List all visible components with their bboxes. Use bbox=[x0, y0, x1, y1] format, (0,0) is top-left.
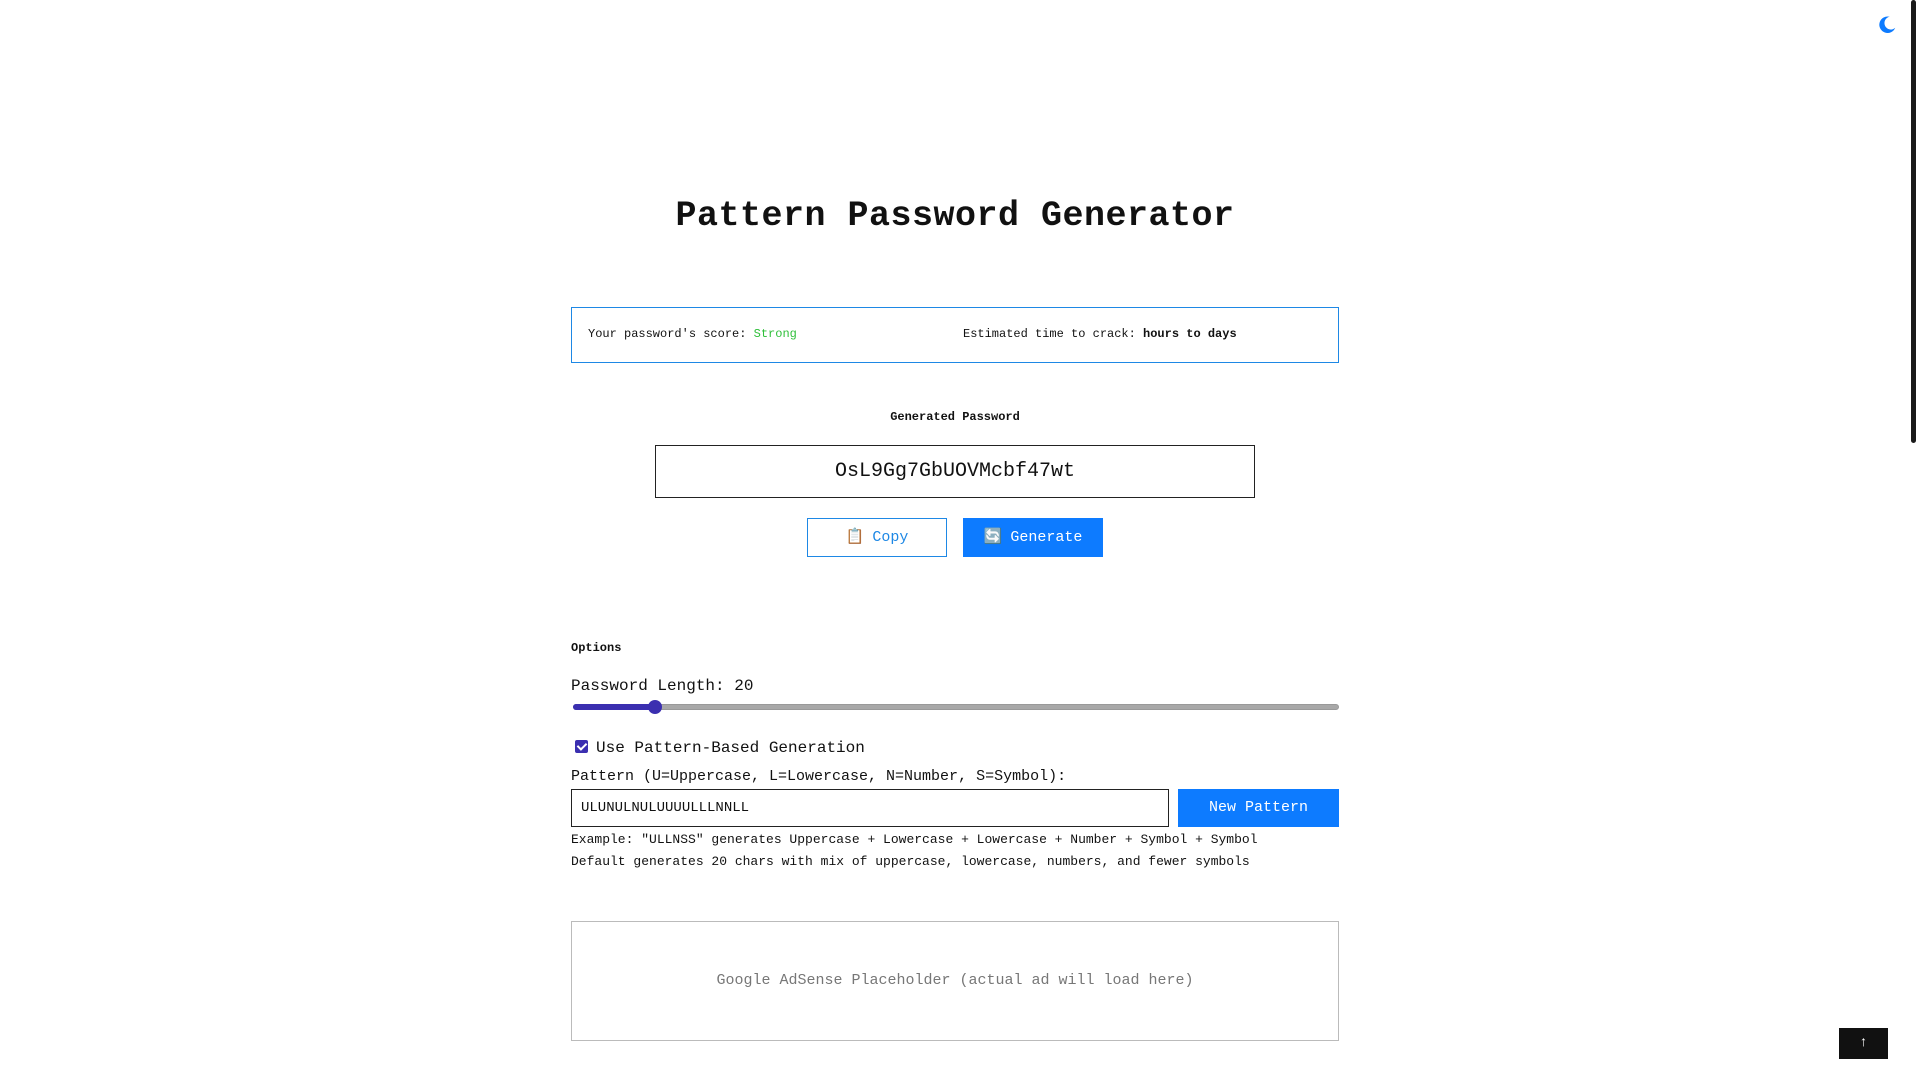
generate-button[interactable] bbox=[963, 518, 1103, 557]
copy-button-label: Copy bbox=[872, 529, 909, 546]
scrollbar-thumb[interactable] bbox=[1911, 0, 1916, 443]
ad-placeholder: Google AdSense Placeholder (actual ad will load here) bbox=[571, 921, 1339, 1041]
pattern-input[interactable]: ULUNULNULUUUULLLNNLL bbox=[571, 789, 1169, 827]
use-pattern-checkbox[interactable] bbox=[575, 740, 588, 753]
back-to-top-button[interactable]: ↑ bbox=[1839, 1028, 1888, 1059]
crack-time bbox=[963, 327, 1237, 341]
refresh-icon: 🔄 bbox=[983, 529, 1003, 546]
password-length-label: Password Length: 20 bbox=[571, 677, 754, 695]
password-length-slider[interactable] bbox=[573, 701, 1339, 713]
clipboard-icon: 📋 bbox=[845, 529, 865, 546]
use-pattern-label: Use Pattern-Based Generation bbox=[596, 739, 865, 757]
pattern-label: Pattern (U=Uppercase, L=Lowercase, N=Number, S=Symbol): bbox=[571, 768, 1067, 785]
score-panel bbox=[571, 307, 1339, 363]
slider-fill bbox=[573, 704, 655, 710]
pattern-example-hint: Example: "ULLNSS" generates Uppercase + Lowercase + Lowercase + Number + Symbol + Symbol bbox=[571, 832, 1258, 847]
generate-button-label: Generate bbox=[1010, 529, 1083, 546]
moon-icon[interactable] bbox=[1876, 14, 1898, 36]
password-score bbox=[588, 327, 797, 341]
pattern-default-hint: Default generates 20 chars with mix of uppercase, lowercase, numbers, and fewer symbols bbox=[571, 854, 1250, 869]
page-title: Pattern Password Generator bbox=[675, 196, 1235, 236]
use-pattern-option[interactable] bbox=[575, 739, 865, 757]
score-value: Strong bbox=[753, 327, 797, 341]
slider-thumb[interactable] bbox=[648, 700, 662, 714]
crack-value: hours to days bbox=[1143, 327, 1237, 341]
crack-label: Estimated time to crack: bbox=[963, 327, 1136, 341]
copy-button[interactable] bbox=[807, 518, 947, 557]
new-pattern-button[interactable]: New Pattern bbox=[1178, 789, 1339, 827]
options-title: Options bbox=[571, 641, 622, 655]
score-label: Your password's score: bbox=[588, 327, 747, 341]
generated-password-output[interactable]: OsL9Gg7GbUOVMcbf47wt bbox=[655, 445, 1255, 498]
slider-track bbox=[573, 704, 1339, 710]
generated-password-label: Generated Password bbox=[890, 410, 1020, 424]
